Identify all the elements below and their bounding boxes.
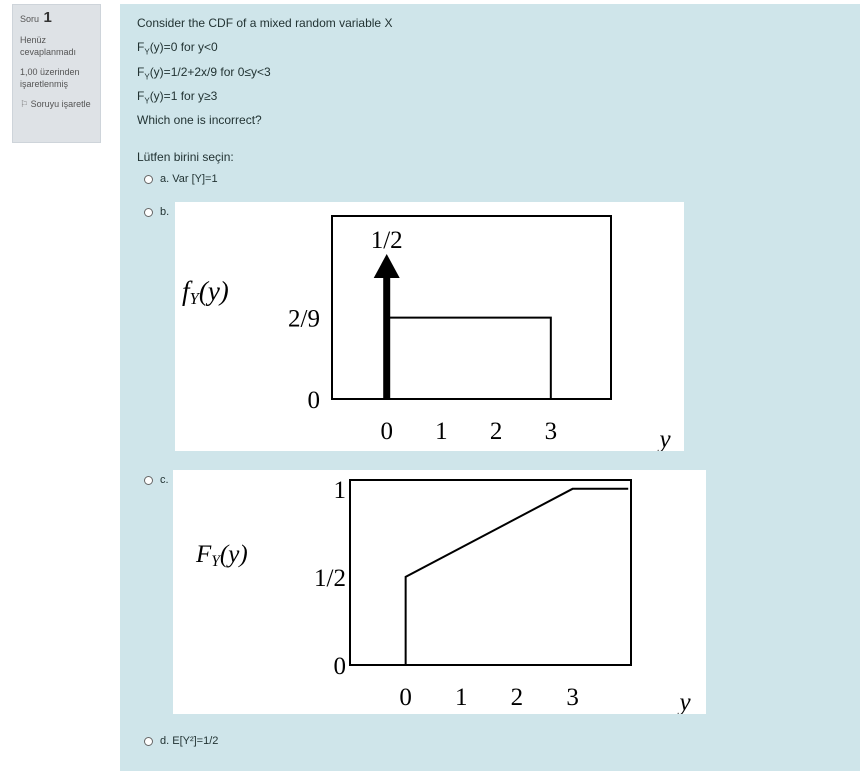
option-a[interactable]: [144, 173, 218, 185]
density-line: [387, 318, 551, 399]
question-line-3: $F_Y(y)=1/2+2x/9$ for 0≤y<3: [137, 65, 271, 82]
y-axis-label: fY(y): [182, 276, 229, 308]
impulse-label: 1/2: [370, 227, 403, 254]
option-a-label: a. Var [Y]=1: [160, 173, 218, 185]
question-ask: Which one is incorrect?: [137, 113, 262, 127]
plot-frame: [350, 480, 631, 665]
question-number: [20, 9, 100, 26]
radio-a[interactable]: [144, 175, 153, 184]
pdf-chart: [175, 202, 684, 451]
option-c-label: c.: [160, 474, 169, 486]
x-tick-label-1: 1: [455, 684, 468, 711]
question-grade: 1,00 üzerinden işaretlenmiş: [20, 67, 80, 89]
question-state: Henüz cevaplanmadı: [20, 35, 77, 57]
y-tick-label-0: 0: [307, 387, 320, 414]
cdf-chart: [173, 470, 706, 714]
question-number-value: 1: [43, 9, 52, 26]
y-tick-label-2/9: 2/9: [288, 305, 320, 333]
option-d-label: d. E[Y²]=1/2: [160, 735, 219, 747]
x-axis-label: y: [659, 426, 671, 451]
y-tick-label-1: 1: [333, 476, 346, 504]
option-b-label: b.: [160, 206, 170, 218]
x-tick-label-1: 1: [435, 418, 448, 445]
option-d[interactable]: [144, 735, 218, 747]
answer-prompt: Lütfen birini seçin:: [137, 150, 234, 164]
flag-question-label: Soruyu işaretle: [30, 99, 91, 109]
flag-icon: ⚐: [20, 99, 29, 109]
question-info-panel: [12, 4, 101, 143]
question-line-2: $F_Y(y)=0$ for y<0: [137, 40, 218, 57]
question-prefix: Soru: [20, 14, 40, 24]
x-tick-label-3: 3: [566, 684, 579, 711]
y-tick-label-1/2: 1/2: [314, 564, 346, 592]
x-tick-label-2: 2: [489, 418, 503, 445]
question-line-4: $F_Y(y)=1$ for y≥3: [137, 89, 218, 106]
question-line-1: Consider the CDF of a mixed random variable X: [137, 16, 393, 30]
x-tick-label-3: 3: [544, 418, 558, 445]
option-b[interactable]: [144, 206, 169, 218]
x-tick-label-0: 0: [380, 418, 393, 445]
y-tick-label-0: 0: [333, 653, 346, 680]
radio-c[interactable]: [144, 476, 153, 485]
option-c[interactable]: [144, 474, 169, 486]
x-tick-label-2: 2: [510, 684, 524, 711]
radio-d[interactable]: [144, 737, 153, 746]
option-b-figure[interactable]: [175, 202, 684, 451]
radio-b[interactable]: [144, 208, 153, 217]
impulse-arrow: [374, 254, 400, 278]
x-axis-label: y: [679, 689, 691, 714]
option-c-figure[interactable]: [173, 470, 706, 714]
x-tick-label-0: 0: [399, 684, 412, 711]
question-content: [120, 4, 860, 771]
cdf-line: [406, 489, 629, 665]
flag-question-link[interactable]: [20, 98, 100, 110]
y-axis-label: FY(y): [196, 541, 248, 570]
